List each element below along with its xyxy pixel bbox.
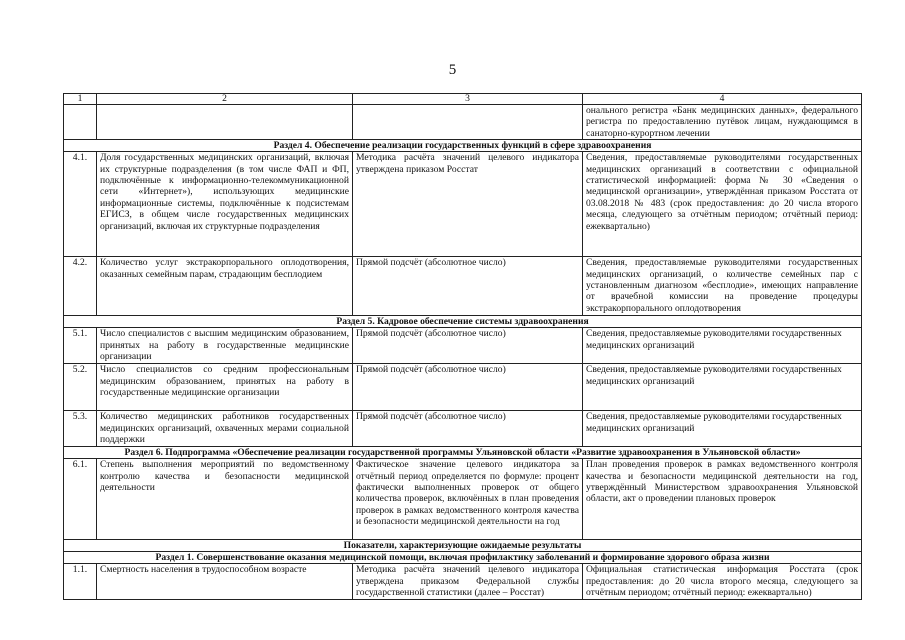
section-row [64, 140, 862, 152]
header-col-3: 3 [353, 94, 583, 105]
data-source: Сведения, предоставляемые руководителями государственных медицинских организаций в соответствии с официальной статистической информацией: форма № 30 «Сведения о медицинской организации», утверждённая приказом Росстата от 03.08.2018 № 483 (срок предоставления: до 20 числа второго месяца, следующего за отчётным периодом; отчётный период: ежеквартально) [583, 152, 862, 257]
indicator-name: Число специалистов со средним профессиональным медицинским образованием, принятых на работу в государственные медицинские организации [97, 364, 353, 411]
indicator-name: Степень выполнения мероприятий по ведомственному контролю качества и безопасности медицинской деятельности [97, 459, 353, 540]
table-row [64, 328, 862, 364]
table-row [64, 459, 862, 540]
data-source: Официальная статистическая информация Росстата (срок предоставления: до 20 числа второго месяца, следующего за отчётным периодом; отчётный период: ежеквартально) [583, 564, 862, 600]
data-source: Сведения, предоставляемые руководителями государственных медицинских организаций, о количестве семейных пар с установленным диагнозом «бесплодие», имеющих направление от врачебной комиссии на проведение процедуры экстракорпорального оплодотворения [583, 257, 862, 316]
calculation-method: Прямой подсчёт (абсолютное число) [353, 328, 583, 364]
section-5-title: Раздел 5. Кадровое обеспечение системы здравоохранения [64, 316, 862, 328]
section-row [64, 447, 862, 459]
calculation-method: Методика расчёта значений целевого индикатора утверждена приказом Федеральной службы государственной статистики (далее – Росстат) [353, 564, 583, 600]
expected-results-title: Показатели, характеризующие ожидаемые результаты [64, 540, 862, 552]
row-number: 4.2. [64, 257, 97, 316]
header-col-2: 2 [97, 94, 353, 105]
calculation-method: Прямой подсчёт (абсолютное число) [353, 411, 583, 447]
data-source: План проведения проверок в рамках ведомственного контроля качества и безопасности медицинской деятельности на год, утверждённый Министерством здравоохранения Ульяновской области, акт о проведении плановых проверок [583, 459, 862, 540]
table-row [64, 257, 862, 316]
calculation-method: Методика расчёта значений целевого индикатора утверждена приказом Росстат [353, 152, 583, 257]
indicator-name: Доля государственных медицинских организаций, включая их структурные подразделения (в том числе ФАП и ФП, подключённые к информационно-телекоммуникационной сети «Интернет»), использующих медицинские информационные системы, подключённые к подсистемам ЕГИСЗ, в общем числе государственных медицинских организаций, включая их структурные подразделения [97, 152, 353, 257]
data-source: Сведения, предоставляемые руководителями государственных медицинских организаций [583, 411, 862, 447]
section-4-title: Раздел 4. Обеспечение реализации государственных функций в сфере здравоохранения [64, 140, 862, 152]
continuation-source: онального регистра «Банк медицинских данных», федерального регистра по предоставлению путёвок лицам, нуждающимся в санаторно-курортном лечении [583, 105, 862, 140]
table-row [64, 152, 862, 257]
row-number: 5.1. [64, 328, 97, 364]
table-row [64, 411, 862, 447]
indicator-name: Смертность населения в трудоспособном возрасте [97, 564, 353, 600]
continuation-row [64, 105, 862, 140]
row-number: 4.1. [64, 152, 97, 257]
row-number: 5.2. [64, 364, 97, 411]
row-number: 1.1. [64, 564, 97, 600]
section-row [64, 540, 862, 552]
section-6-title: Раздел 6. Подпрограмма «Обеспечение реализации государственной программы Ульяновской области «Развитие здравоохранения в Ульяновской области» [64, 447, 862, 459]
indicator-name: Количество медицинских работников государственных медицинских организаций, охваченных мерами социальной поддержки [97, 411, 353, 447]
row-number: 5.3. [64, 411, 97, 447]
calculation-method: Прямой подсчёт (абсолютное число) [353, 257, 583, 316]
table-row [64, 364, 862, 411]
indicators-table [63, 93, 862, 600]
results-section-1-title: Раздел 1. Совершенствование оказания медицинской помощи, включая профилактику заболеваний и формирование здорового образа жизни [64, 552, 862, 564]
row-number: 6.1. [64, 459, 97, 540]
data-source: Сведения, предоставляемые руководителями государственных медицинских организаций [583, 364, 862, 411]
calculation-method: Фактическое значение целевого индикатора за отчётный период определяется по формуле: процент фактически выполненных проверок от общего количества проверок, включённых в план проведения проверок в рамках ведомственного контроля качества и безопасности медицинской деятельности на год [353, 459, 583, 540]
header-col-4: 4 [583, 94, 862, 105]
indicator-name: Число специалистов с высшим медицинским образованием, принятых на работу в государственные медицинские организации [97, 328, 353, 364]
table-row [64, 564, 862, 600]
calculation-method: Прямой подсчёт (абсолютное число) [353, 364, 583, 411]
page-number: 5 [448, 62, 457, 78]
data-source: Сведения, предоставляемые руководителями государственных медицинских организаций [583, 328, 862, 364]
header-row [64, 94, 862, 105]
section-row [64, 316, 862, 328]
header-col-1: 1 [64, 94, 97, 105]
section-row [64, 552, 862, 564]
indicator-name: Количество услуг экстракорпорального оплодотворения, оказанных семейным парам, страдающим бесплодием [97, 257, 353, 316]
